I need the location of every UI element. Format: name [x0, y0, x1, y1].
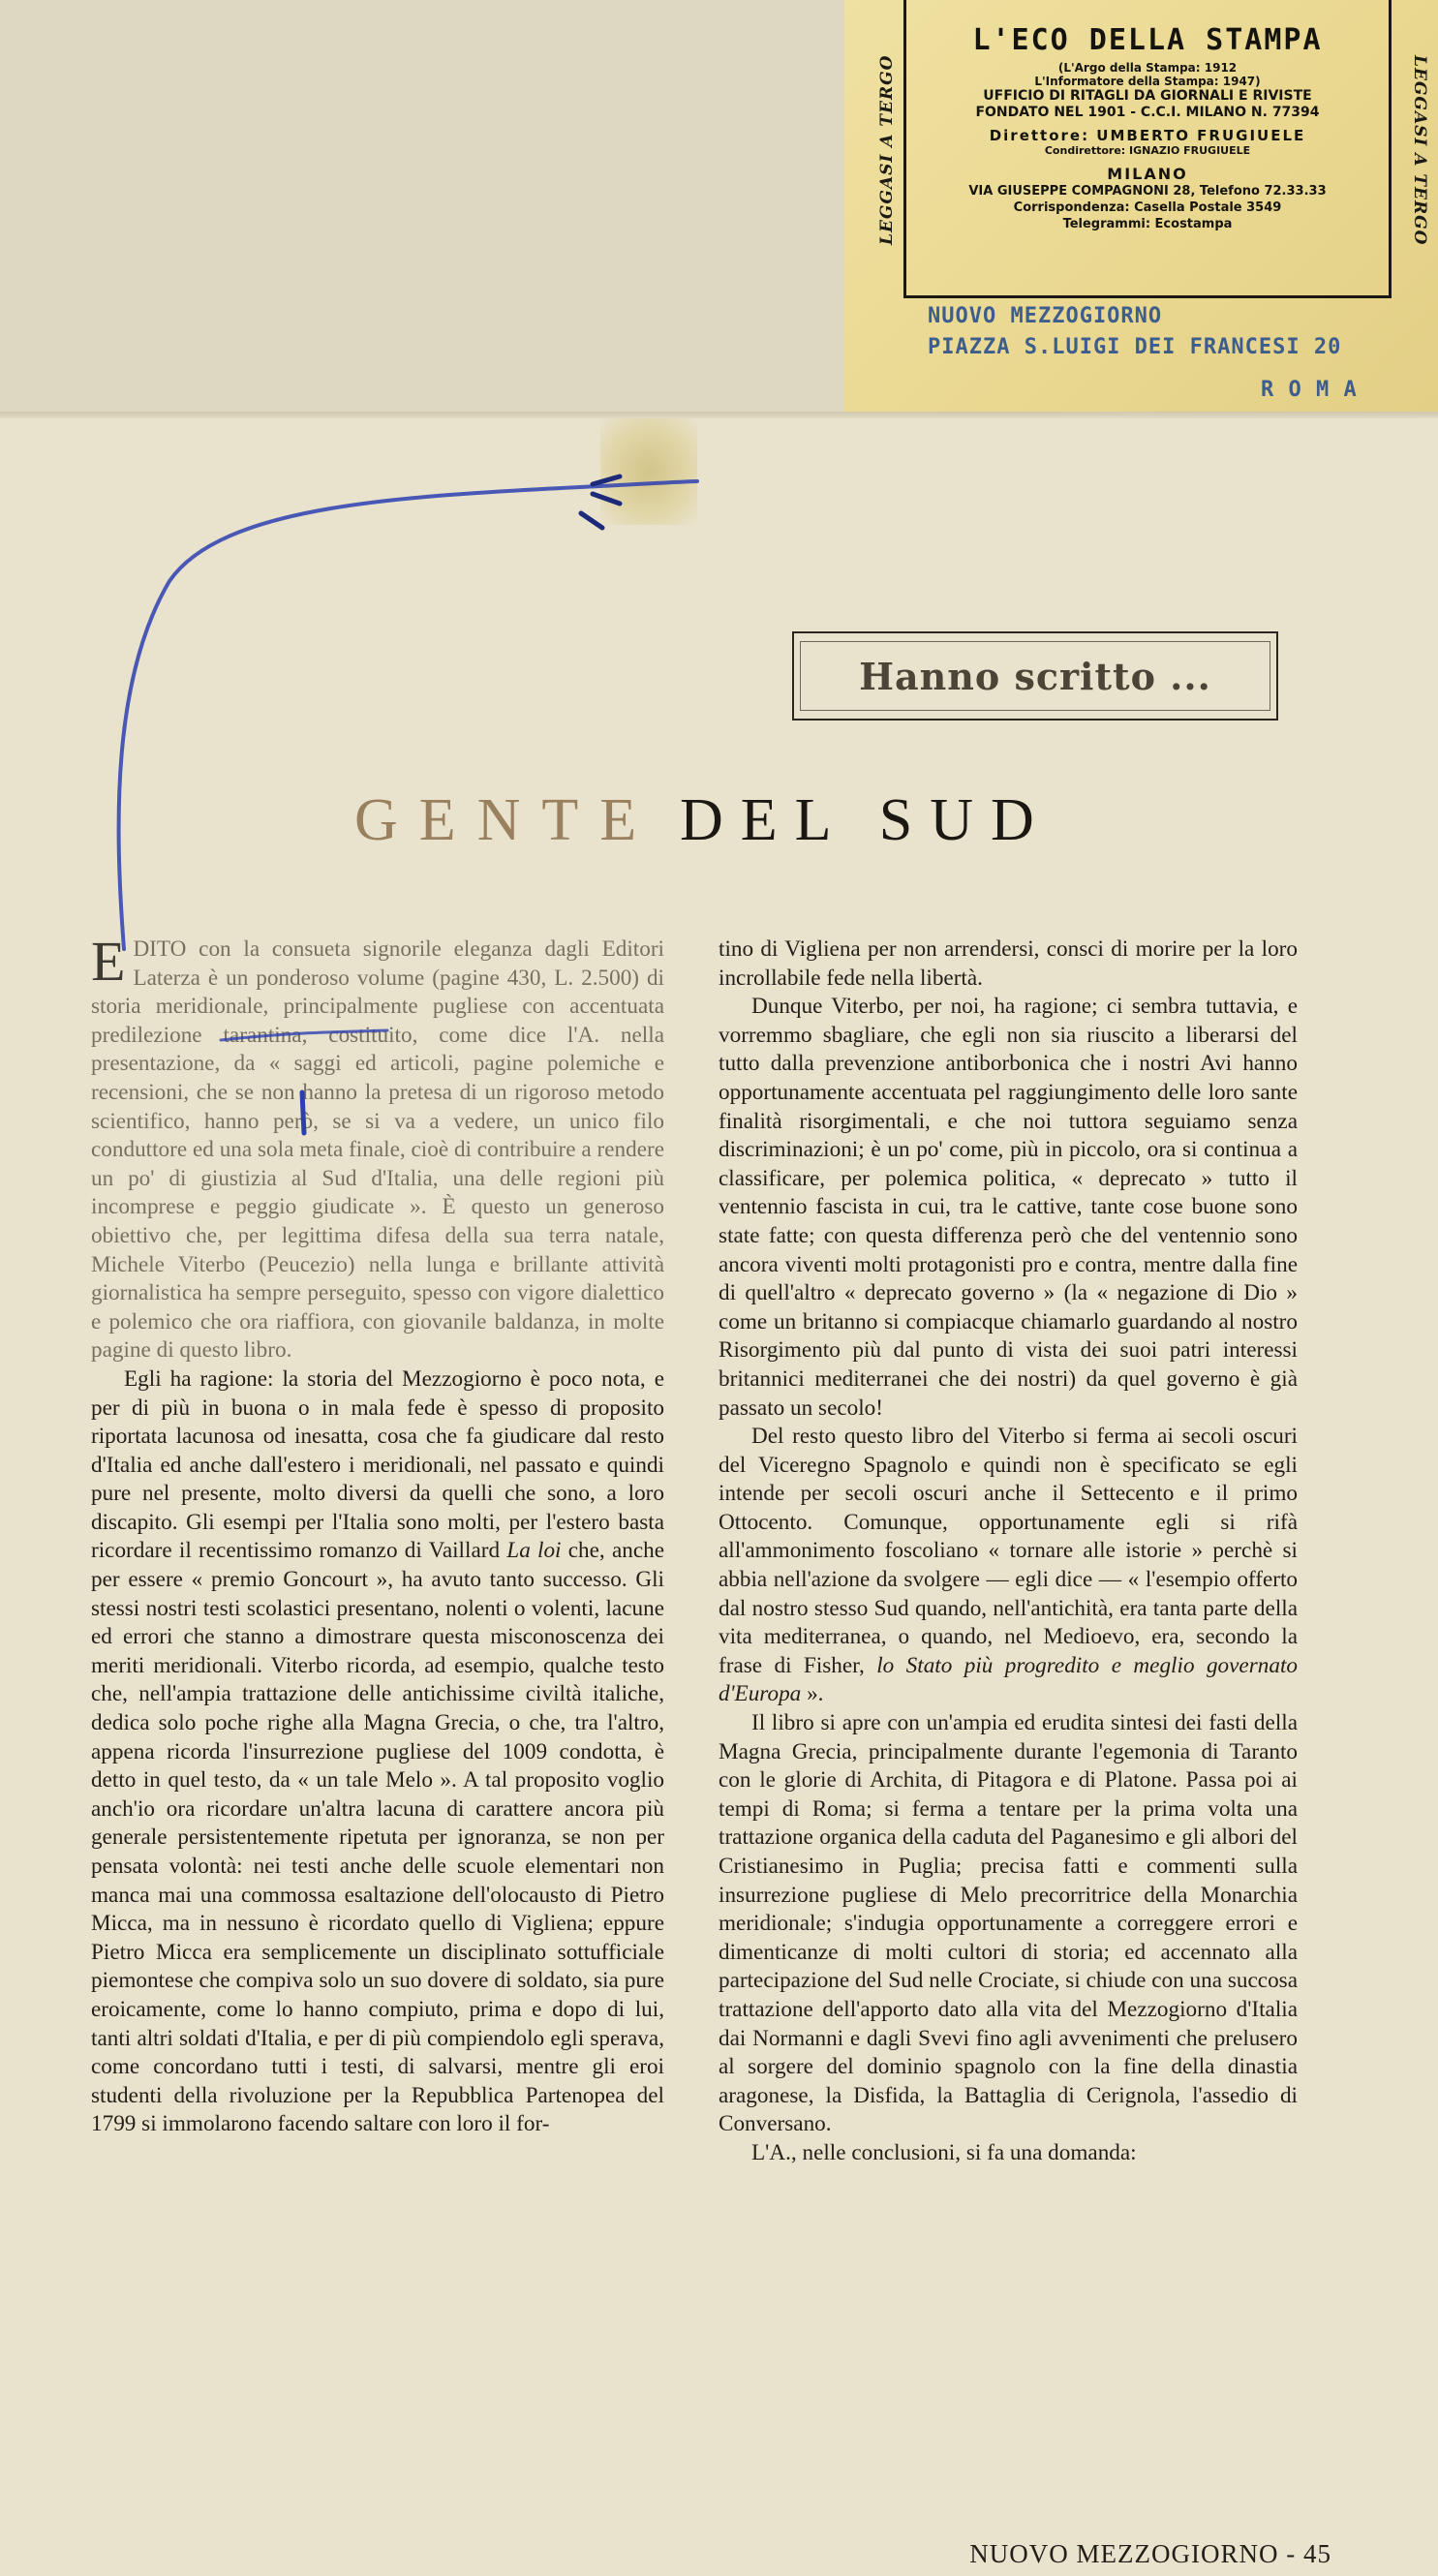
stamp-mail: Corrispondenza: Casella Postale 3549 [1013, 200, 1282, 215]
article-column-right [719, 935, 1298, 2168]
article-title-part-1: GENTE [354, 787, 658, 853]
book-title-italic: La loi [506, 1538, 562, 1564]
page-footer: NUOVO MEZZOGIORNO - 45 [969, 2539, 1331, 2568]
paragraph: Dunque Viterbo, per noi, ha ragione; ci sembra tuttavia, e vorremmo sbagliare, che egli non sia riuscito a liberarsi del tutto dalla prevenzione antiborbonica che i nostri Avi hanno opportunamente accentuata pel raggiungimento delle loro sante finalità risorgimentali, e che noi tuttora seguiamo senza discriminazioni; è un po' come, più in piccolo, ora si continua a classificare, per polemica politica, « deprecato » tutto il ventennio fascista in cui, tra le cattive, tante cose buone sono state fatte; con questa differenza però che del ventennio sono ancora viventi molti protagonisti pro e contra, mentre dalla fine di quell'altro « deprecato governo » (la « negazione di Dio » come un britanno si compiacque chiamarlo guardando al nostro Risorgimento più dal punto di vista dei suoi patri interessi britannici mediterranei che dei nostri) da quel governo è già passato un secolo! [719, 994, 1298, 1421]
recipient-line-2: PIAZZA S.LUIGI DEI FRANCESI 20 [928, 335, 1342, 359]
paragraph-text: Egli ha ragione: la storia del Mezzogiorno è poco nota, e per di più in buona o in mala fede è spesso di proposito riportata lacunosa od inesatta, cosa che fa giudicare dal resto d'Italia ed anche dall'estero i meridionali, nel passato e quindi pure nel presente, molto diversi da quelli che sono, a loro discapito. Gli esempi per l'Italia sono molti, per l'estero basta ricordare il recentissimo romanzo di Vaillard [91, 1365, 664, 1564]
side-label-right: LEGGASI A TERGO [1410, 54, 1429, 246]
stamp-office: UFFICIO DI RITAGLI DA GIORNALI E RIVISTE [983, 88, 1312, 104]
article-column-left [91, 930, 665, 2139]
paragraph-text: DITO con la consueta signorile eleganza dagli Editori Laterza è un ponderoso volume (pagine 430, L. 2.500) di storia meridionale, principalmente pugliese con accentuata predilezione tarantina, costituito, come dice l'A. nella presentazione, da « saggi ed articoli, pagine polemiche e recensioni, che se non hanno la pretesa di un rigoroso metodo scientifico, hanno però, se si va a vedere, un unico filo conduttore ed una sola meta finale, cioè di contribuire a rendere un po' di giustizia al Sud d'Italia, una delle regioni più incomprese e peggio giudicate ». È questo un generoso obiettivo che, per legittima difesa della sua terra natale, Michele Viterbo (Peucezio) nella lunga e brillante attività giornalistica ha sempre perseguito, spesso con vigore dialettico e polemico che ora riaffiora, con giovanile baldanza, in molte pagine di questo libro. [91, 936, 664, 1364]
paragraph-text: Del resto questo libro del Viterbo si ferma ai secoli oscuri del Viceregno Spagnolo e quindi non è specificato se egli intende per secoli oscuri anche il Settecento e il primo Ottocento. Comunque, opportunamente egli si rifà all'ammonimento foscoliano « tornare alle istorie » perchè si abbia nell'azione da svolgere — egli dice — « l'esempio offerto dal nostro stesso Sud quando, nell'antichità, era tanta parte della vita mediterranea, o quando, nel Medioevo, era, secondo la frase di Fisher, [719, 1424, 1298, 1678]
side-label-left: LEGGASI A TERGO [877, 54, 897, 246]
stamp-street: VIA GIUSEPPE COMPAGNONI 28, Telefono 72.33.33 [968, 184, 1327, 199]
article-title-part-2: DEL SUD [680, 787, 1052, 853]
paragraph: L'A., nelle conclusioni, si fa una domanda: [751, 2139, 1137, 2165]
stamp-city: MILANO [1107, 165, 1188, 183]
paragraph-text: ». [801, 1681, 824, 1707]
stamp-title: L'ECO DELLA STAMPA [972, 23, 1323, 57]
stamp-telegram: Telegrammi: Ecostampa [1062, 217, 1233, 231]
quote-italic: lo Stato più progredito e meglio governato d'Europa [719, 1652, 1298, 1707]
stamp-director: Direttore: UMBERTO FRUGIUELE [989, 127, 1306, 144]
stamp-sub-1: (L'Argo della Stampa: 1912 [1057, 61, 1238, 75]
paper-stain [600, 418, 697, 525]
paragraph [719, 1423, 1298, 1709]
stamp-founded: FONDATO NEL 1901 - C.C.I. MILANO N. 77394 [975, 105, 1320, 120]
paragraph [91, 1365, 664, 2139]
press-clipping-stamp [903, 0, 1392, 298]
section-header-box [792, 631, 1278, 721]
drop-cap: E [91, 930, 126, 993]
stamp-sub-2: L'Informatore della Stampa: 1947) [1034, 75, 1261, 88]
stamp-codirector: Condirettore: IGNAZIO FRUGIUELE [1044, 144, 1251, 157]
paragraph: Il libro si apre con un'ampia ed erudita sintesi dei fasti della Magna Grecia, principalmente durante l'egemonia di Taranto con le glorie di Archita, di Pitagora e di Platone. Passa poi ai tempi di Roma; si ferma a tentare per la prima volta una trattazione organica della caduta del Paganesimo e gli albori del Cristianesimo in Puglia; precisa fatti e commenti sulla insurrezione pugliese di Melo precorritrice della Monarchia meridionale; s'indugia opportunamente a correggere errori e dimenticanze di molti cultori di storia; ed accennato alla partecipazione del Sud nelle Crociate, si chiude con una succosa trattazione dell'apporto dato alla vita del Mezzogiorno d'Italia dai Normanni e dagli Svevi fino agli avvenimenti che prelusero al sorgere del dominio spagnolo con la fine della dinastia aragonese, la Disfida, la Battaglia di Cerignola, l'assedio di Conversano. [719, 1710, 1298, 2137]
paragraph [91, 930, 664, 1365]
section-header: Hanno scritto ... [800, 641, 1270, 711]
paragraph-text: che, anche per essere « premio Goncourt », ha avuto tanto successo. Gli stessi nostri testi scolastici presentano, nolenti o volenti, lacune ed errori che stanno a dimostrare questa misconoscenza dei meriti meridionali. Viterbo ricorda, ad esempio, qualche testo che, nell'ampia trattazione delle antichissime civiltà italiche, dedica solo poche righe alla Magna Grecia, o che, tra l'altro, appena ricorda l'insurrezione pugliese del 1009 condotta, è detto in quel testo, da « un tale Melo ». A tal proposito voglio anch'io ora ricordare un'altra lacuna di carattere ancora più generale persistentemente ripetuta per ignoranza, se non per pensata volontà: nei testi anche delle scuole elementari non manca mai una commossa esaltazione dell'olocausto di Pietro Micca, ma in nessuno è ricordato quello di Vigliena; eppure Pietro Micca era semplicemente un disciplinato sottufficiale piemontese che compiva solo un suo dovere di soldato, sia pure eroicamente, come lo hanno compiuto, prima e dopo di lui, tanti altri soldati d'Italia, e per di più compiendolo egli sperava, come concordano tutti i testi, di salvarsi, mentre gli eroi studenti della rivoluzione per la Repubblica Partenopea del 1799 si immolarono facendo saltare con loro il for- [91, 1538, 665, 2137]
recipient-line-3: R O M A [1261, 378, 1358, 402]
paragraph: tino di Vigliena per non arrendersi, consci di morire per la loro incrollabile fede nella libertà. [719, 936, 1298, 991]
recipient-line-1: NUOVO MEZZOGIORNO [928, 304, 1163, 328]
